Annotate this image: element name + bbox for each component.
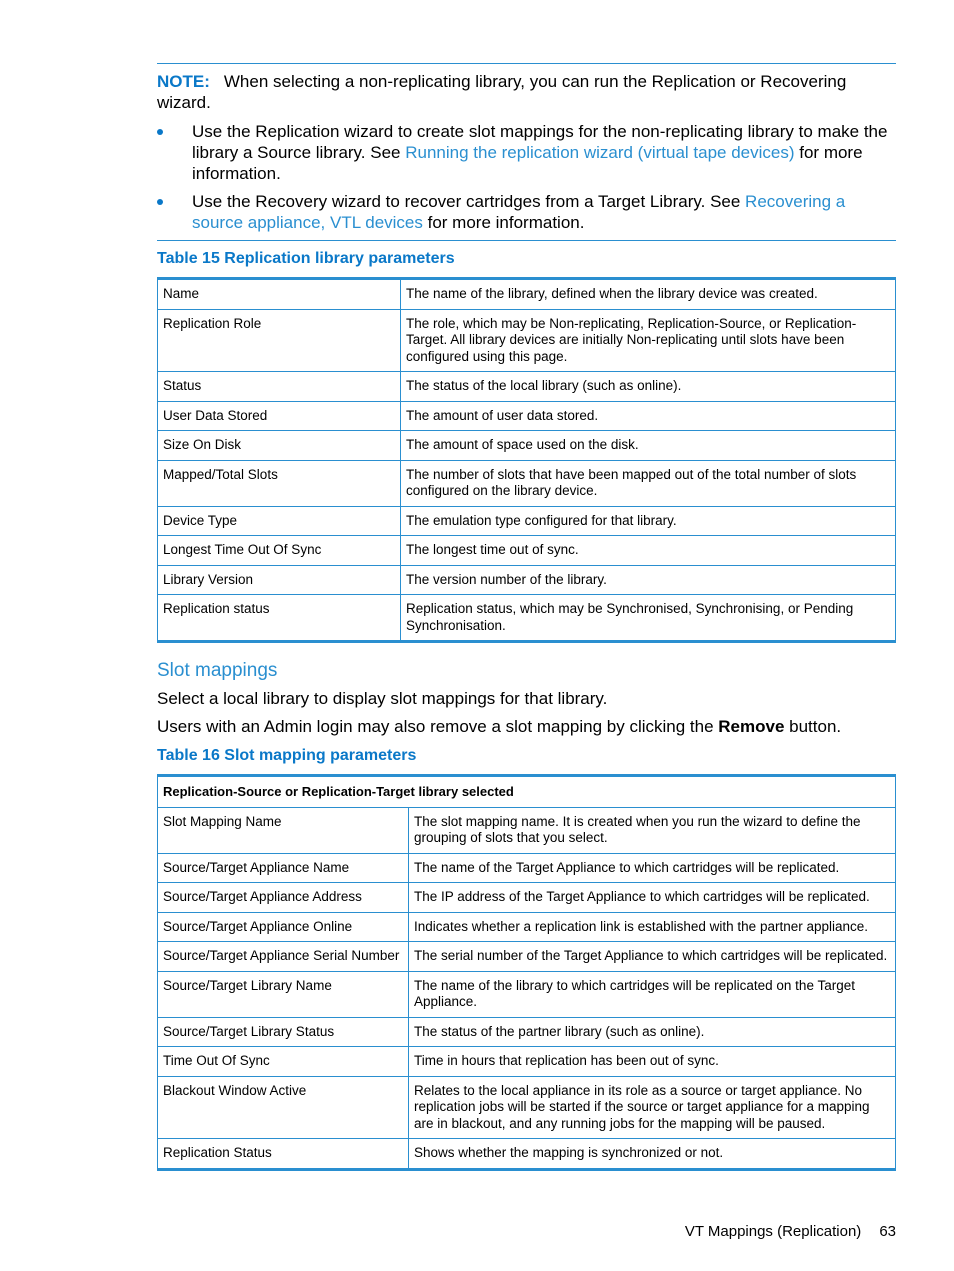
parameter-name-cell: User Data Stored (158, 401, 401, 431)
table-row (158, 853, 896, 883)
table-row (158, 460, 896, 506)
parameter-description-cell: The name of the library, defined when the library device was created. (401, 279, 896, 310)
table16-header: Replication-Source or Replication-Target library selected (158, 776, 896, 808)
parameter-description-cell: The role, which may be Non-replicating, Replication-Source, or Replication-Target. All library devices are initially Non-replicating until slots have been configured using this page. (401, 309, 896, 372)
note-text: When selecting a non-replicating library, you can run the Replication or Recovering wizard. (157, 72, 847, 112)
para-text: Users with an Admin login may also remove a slot mapping by clicking the (157, 717, 719, 736)
link-recovering-source[interactable]: Recovering a source appliance, VTL devices (192, 192, 846, 232)
parameter-name-cell: Source/Target Appliance Online (158, 912, 409, 942)
parameter-name-cell: Source/Target Appliance Address (158, 883, 409, 913)
table-row (158, 1076, 896, 1139)
paragraph-select-library: Select a local library to display slot mappings for that library. (157, 689, 608, 708)
table-row (158, 506, 896, 536)
parameter-description-cell: The IP address of the Target Appliance to which cartridges will be replicated. (409, 883, 896, 913)
note-bullet-list (157, 121, 896, 233)
parameter-description-cell: The serial number of the Target Appliance to which cartridges will be replicated. (409, 942, 896, 972)
table-row (158, 431, 896, 461)
table16-body (158, 807, 896, 1169)
parameter-description-cell: The slot mapping name. It is created when you run the wizard to define the grouping of slots that you select. (409, 807, 896, 853)
table-row (158, 536, 896, 566)
bullet-text-after: for more information. (192, 143, 863, 183)
footer-section-title: VT Mappings (Replication) (684, 1223, 862, 1240)
table16-caption: Table 16 Slot mapping parameters (157, 747, 417, 764)
table-row (158, 912, 896, 942)
bullet-text: Use the Recovery wizard to recover cartridges from a Target Library. See (192, 192, 746, 211)
list-item (157, 191, 896, 233)
parameter-description-cell: Replication status, which may be Synchronised, Synchronising, or Pending Synchronisation. (401, 595, 896, 642)
page-number: 63 (879, 1223, 896, 1240)
parameter-name-cell: Status (158, 372, 401, 402)
table-row (158, 942, 896, 972)
parameter-description-cell: The emulation type configured for that library. (401, 506, 896, 536)
table-row (158, 1017, 896, 1047)
table16 (157, 774, 896, 1171)
table-row (158, 279, 896, 310)
parameter-description-cell: The status of the partner library (such as online). (409, 1017, 896, 1047)
table-row (158, 565, 896, 595)
note-label: NOTE: (157, 72, 210, 91)
table-row (158, 595, 896, 642)
parameter-description-cell: The version number of the library. (401, 565, 896, 595)
parameter-name-cell: Mapped/Total Slots (158, 460, 401, 506)
page-content (157, 63, 896, 1171)
parameter-name-cell: Source/Target Appliance Name (158, 853, 409, 883)
parameter-description-cell: The amount of user data stored. (401, 401, 896, 431)
parameter-name-cell: Time Out Of Sync (158, 1047, 409, 1077)
parameter-name-cell: Source/Target Appliance Serial Number (158, 942, 409, 972)
table-row (158, 309, 896, 372)
bullet-icon (157, 199, 163, 205)
parameter-name-cell: Source/Target Library Name (158, 971, 409, 1017)
table15 (157, 277, 896, 643)
table15-body (158, 279, 896, 642)
remove-keyword: Remove (718, 717, 785, 736)
parameter-name-cell: Longest Time Out Of Sync (158, 536, 401, 566)
bullet-text: Use the Replication wizard to create slot mappings for the non-replicating library to make the library a Source library. See (192, 122, 888, 162)
parameter-description-cell: The name of the Target Appliance to which cartridges will be replicated. (409, 853, 896, 883)
parameter-name-cell: Device Type (158, 506, 401, 536)
page-footer (685, 1222, 896, 1242)
link-replication-wizard[interactable]: Running the replication wizard (virtual tape devices) (405, 143, 795, 162)
table-row (158, 807, 896, 853)
para-text-after: button. (784, 717, 842, 736)
parameter-description-cell: The amount of space used on the disk. (401, 431, 896, 461)
table-row (158, 883, 896, 913)
table-row (158, 401, 896, 431)
table15-caption: Table 15 Replication library parameters (157, 250, 455, 267)
bullet-icon (157, 129, 163, 135)
parameter-name-cell: Replication Status (158, 1139, 409, 1170)
parameter-description-cell: The name of the library to which cartridges will be replicated on the Target Appliance. (409, 971, 896, 1017)
note (157, 71, 896, 113)
parameter-name-cell: Replication Role (158, 309, 401, 372)
list-item (157, 121, 896, 184)
parameter-name-cell: Name (158, 279, 401, 310)
parameter-name-cell: Library Version (158, 565, 401, 595)
table-header-row (158, 776, 896, 808)
parameter-description-cell: Relates to the local appliance in its role as a source or target appliance. No replication jobs will be started if the source or target appliance for a mapping are in blackout, and any running jobs for the mapping will be paused. (409, 1076, 896, 1139)
note-bottom-rule (157, 240, 896, 241)
table-row (158, 971, 896, 1017)
parameter-name-cell: Source/Target Library Status (158, 1017, 409, 1047)
table-row (158, 1139, 896, 1170)
table-row (158, 1047, 896, 1077)
parameter-description-cell: The status of the local library (such as online). (401, 372, 896, 402)
parameter-description-cell: Time in hours that replication has been out of sync. (409, 1047, 896, 1077)
parameter-description-cell: Indicates whether a replication link is established with the partner appliance. (409, 912, 896, 942)
parameter-description-cell: The longest time out of sync. (401, 536, 896, 566)
parameter-description-cell: Shows whether the mapping is synchronized or not. (409, 1139, 896, 1170)
bullet-text-after: for more information. (422, 213, 585, 232)
table-row (158, 372, 896, 402)
parameter-name-cell: Slot Mapping Name (158, 807, 409, 853)
parameter-name-cell: Replication status (158, 595, 401, 642)
parameter-description-cell: The number of slots that have been mapped out of the total number of slots configured on the library device. (401, 460, 896, 506)
paragraph-remove-mapping (157, 716, 896, 737)
note-top-rule (157, 63, 896, 64)
parameter-name-cell: Blackout Window Active (158, 1076, 409, 1139)
section-heading-slot-mappings: Slot mappings (157, 660, 278, 681)
parameter-name-cell: Size On Disk (158, 431, 401, 461)
